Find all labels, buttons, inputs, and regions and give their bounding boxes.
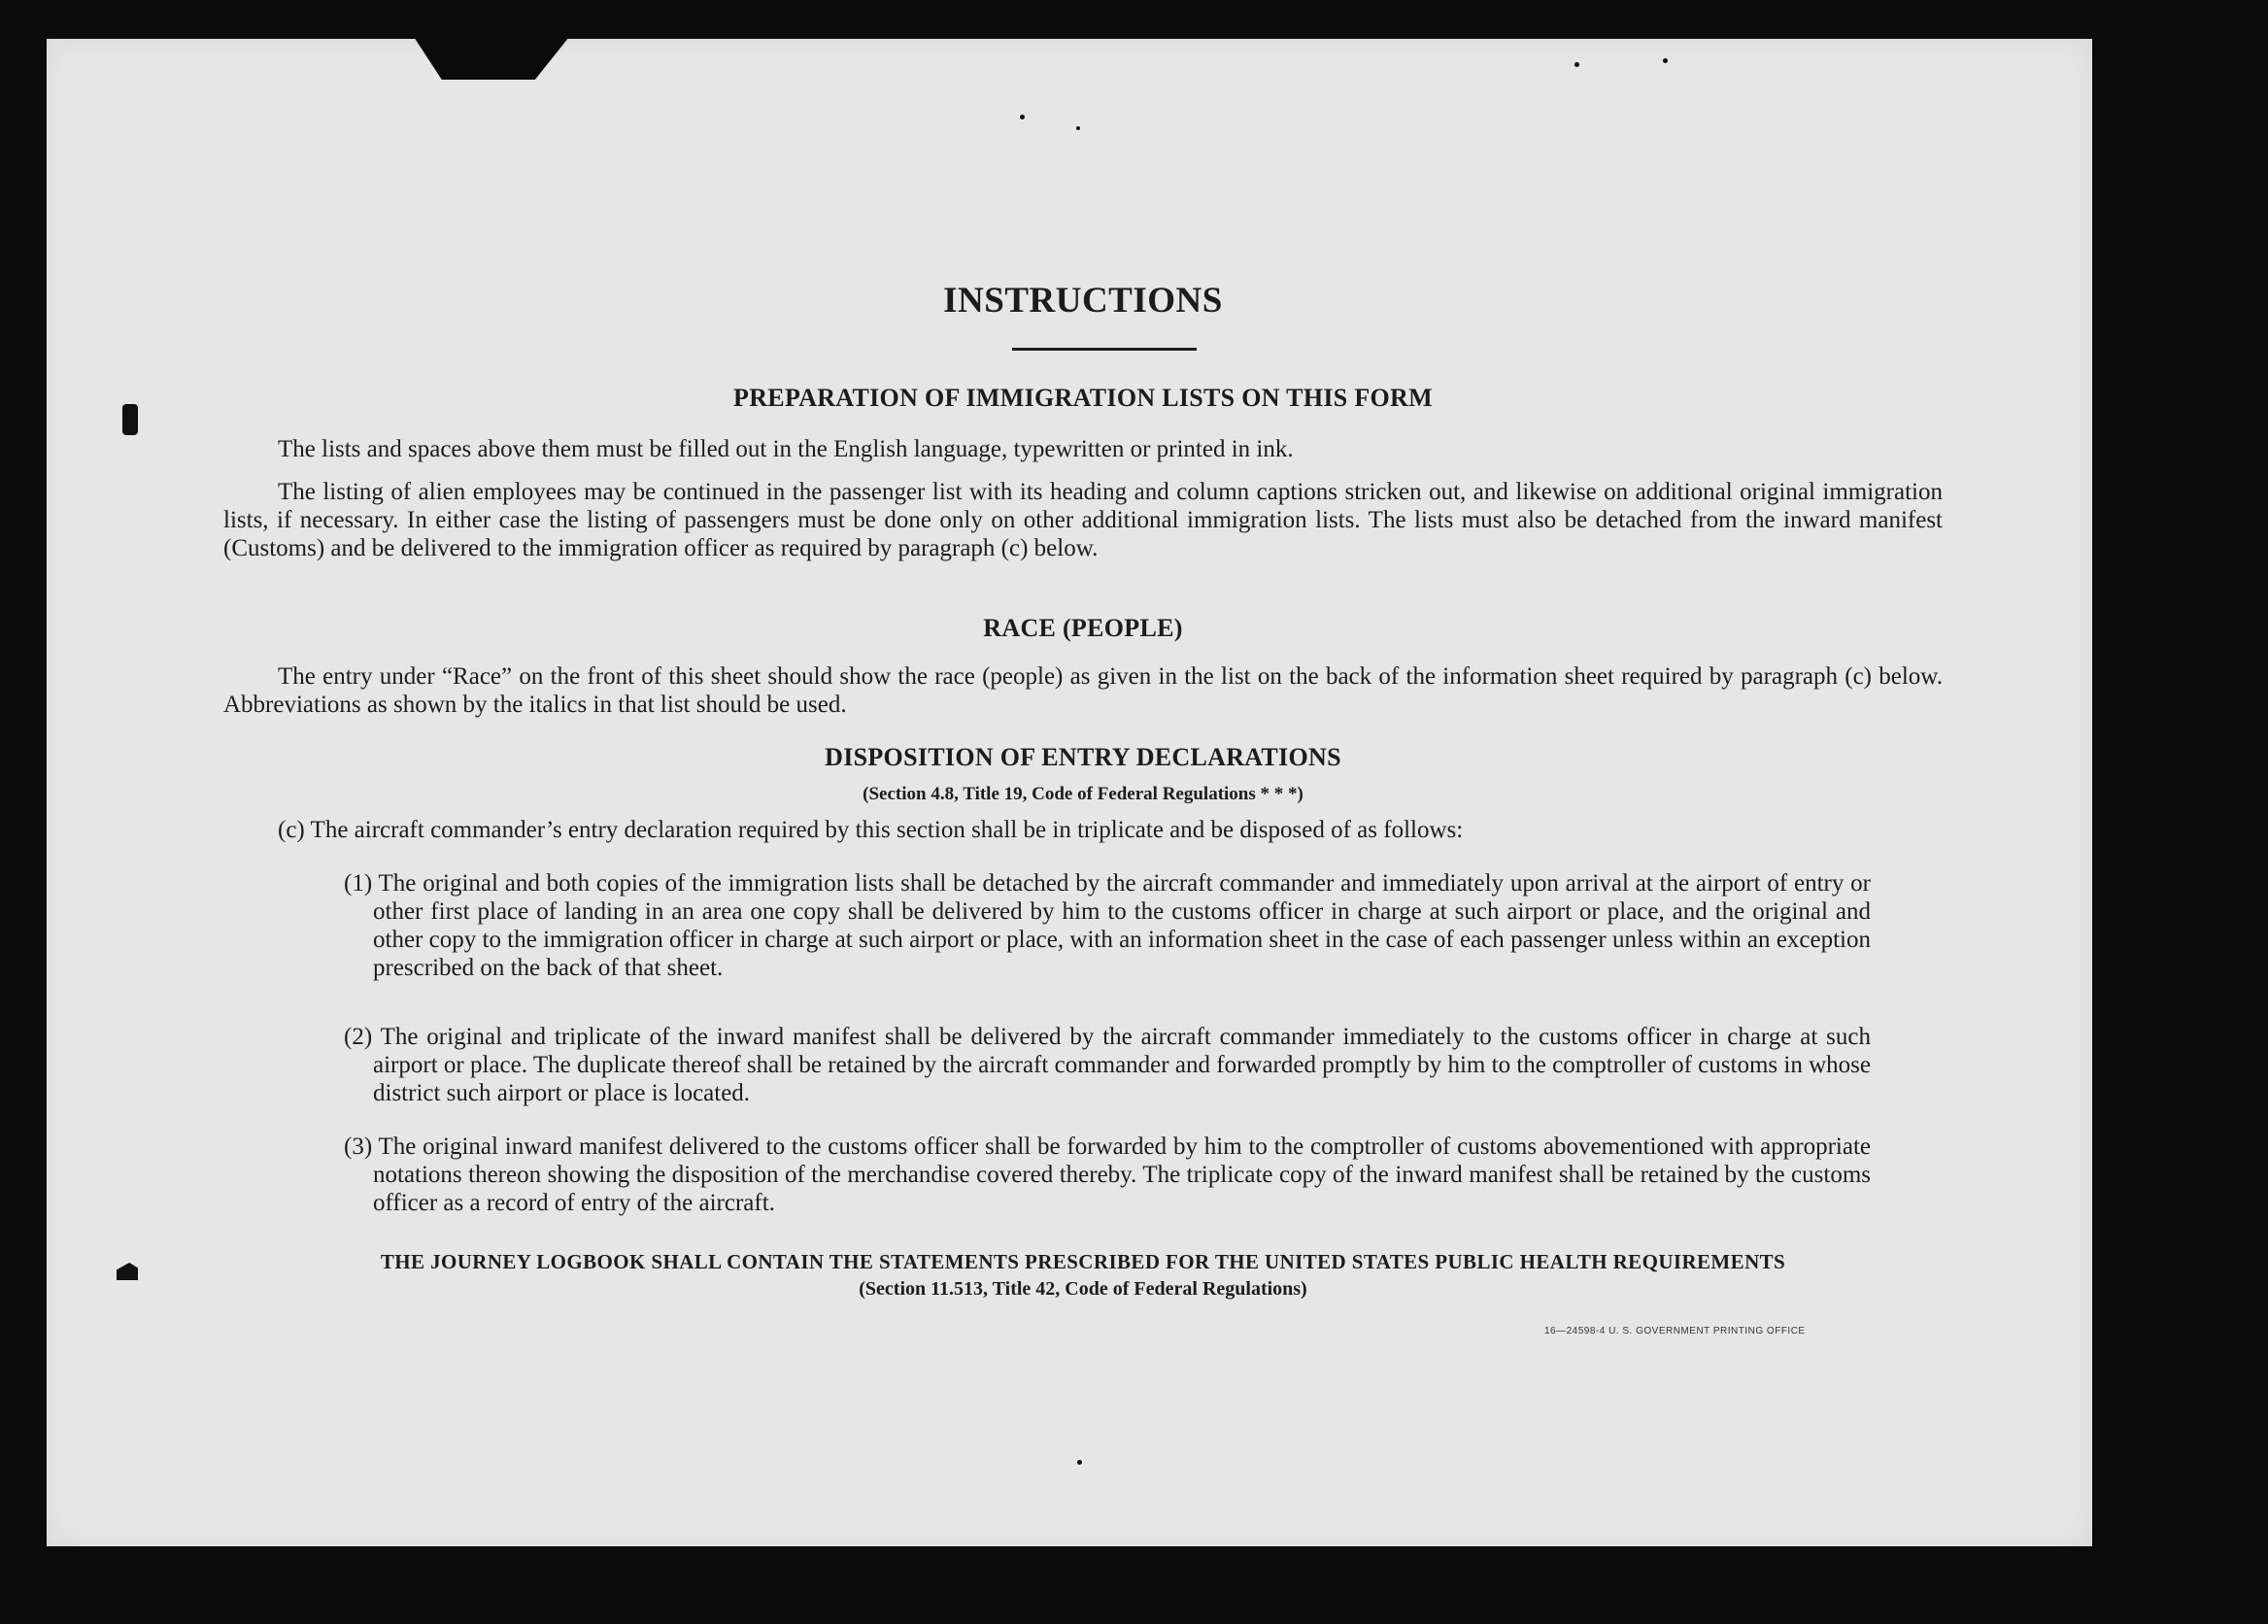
disposition-item: (3) The original inward manifest delivered to the customs officer shall be forwarded by him to the comptroller of customs abovementioned with appropriate notations thereon showing the disposition of the merchandise covered thereby. The triplicate copy of the inward manifest shall be retained by the customs officer as a record of entry of the aircraft.	[344, 1133, 1871, 1216]
speck	[1076, 126, 1080, 130]
document-page	[47, 39, 2092, 1546]
journey-citation: (Section 11.513, Title 42, Code of Federal Regulations)	[859, 1278, 1307, 1300]
disposition-item: (2) The original and triplicate of the inward manifest shall be delivered by the aircraft commander immediately to the customs officer in charge at such airport or place. The duplicate thereof shall be retained by the aircraft commander and forwarded promptly by him to the comptroller of customs in whose district such airport or place is located.	[344, 1024, 1871, 1106]
preparation-heading: PREPARATION OF IMMIGRATION LISTS ON THIS FORM	[733, 384, 1433, 412]
disposition-intro: (c) The aircraft commander’s entry declaration required by this section shall be in triplicate and be disposed of as follows:	[278, 817, 1464, 843]
page-title: INSTRUCTIONS	[943, 281, 1223, 321]
preparation-paragraph: The lists and spaces above them must be filled out in the English language, typewritten or printed in ink.	[278, 436, 1294, 462]
speck	[1077, 1460, 1082, 1465]
torn-corner	[414, 37, 569, 80]
preparation-paragraph: The listing of alien employees may be continued in the passenger list with its heading and column captions stricken out, and likewise on additional original immigration lists, if necessary. In either case the listing of passengers must be done only on other additional immigration lists. The lists must also be detached from the inward manifest (Customs) and be delivered to the immigration officer as required by paragraph (c) below.	[223, 479, 1943, 561]
speck	[1574, 62, 1579, 67]
speck	[1663, 58, 1668, 63]
title-underline	[1012, 348, 1197, 351]
race-heading: RACE (PEOPLE)	[983, 614, 1183, 642]
journey-logbook-statement: THE JOURNEY LOGBOOK SHALL CONTAIN THE STATEMENTS PRESCRIBED FOR THE UNITED STATES PUBLIC HEALTH REQUIREMENTS	[380, 1250, 1786, 1273]
race-paragraph: The entry under “Race” on the front of this sheet should show the race (people) as given in the list on the back of the information sheet required by paragraph (c) below. Abbreviations as shown by the italics in that list should be used.	[223, 663, 1943, 718]
binder-mark	[117, 1263, 138, 1280]
binder-mark	[122, 404, 138, 435]
printer-imprint: 16—24598-4 U. S. GOVERNMENT PRINTING OFFICE	[1544, 1326, 1806, 1336]
speck	[1020, 115, 1025, 119]
disposition-citation: (Section 4.8, Title 19, Code of Federal Regulations * * *)	[863, 784, 1303, 804]
disposition-item: (1) The original and both copies of the immigration lists shall be detached by the aircraft commander and immediately upon arrival at the airport of entry or other first place of landing in an area one copy shall be delivered by him to the customs officer in charge at such airport or place, and the original and other copy to the immigration officer in charge at such airport or place, with an information sheet in the case of each passenger unless within an exception prescribed on the back of that sheet.	[344, 870, 1871, 981]
disposition-heading: DISPOSITION OF ENTRY DECLARATIONS	[825, 743, 1341, 771]
